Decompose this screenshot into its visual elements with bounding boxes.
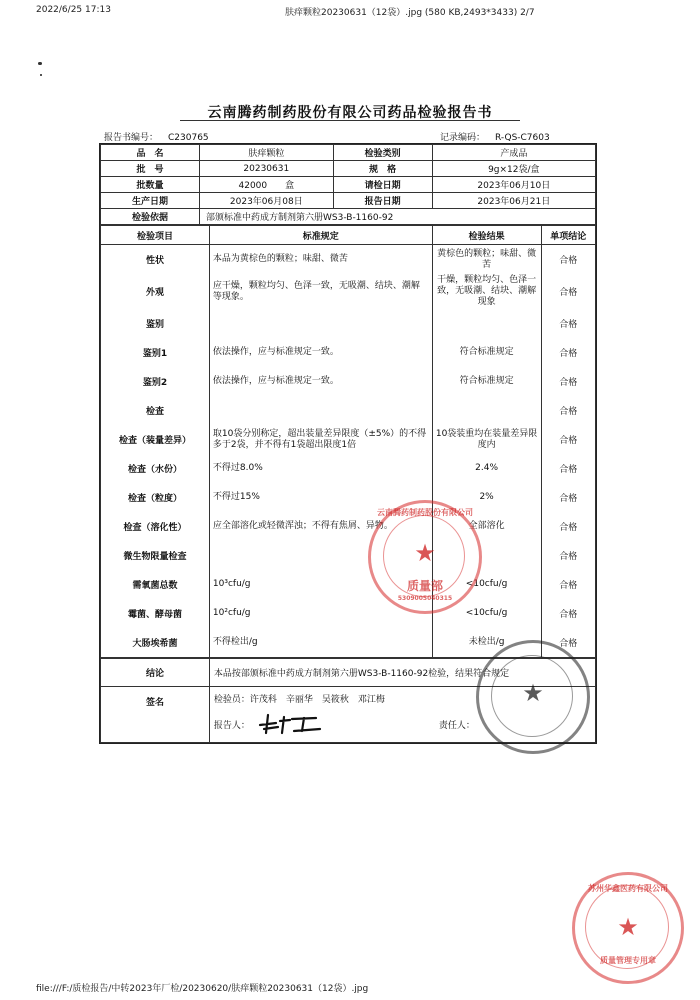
item-standard: 10³cfu/g: [209, 570, 432, 599]
item-row: [101, 512, 596, 541]
header-label: 检验类别: [333, 145, 432, 161]
header-row: [101, 145, 596, 161]
item-result: 符合标准规定: [432, 367, 541, 396]
header-label: 报告日期: [333, 193, 432, 209]
item-row: [101, 309, 596, 338]
item-standard: [209, 309, 432, 338]
item-result: 干燥，颗粒均匀、色泽一致，无吸潮、结块、潮解现象: [432, 274, 541, 309]
external-company: 苏州华鑫医药有限公司: [588, 884, 668, 893]
item-conclusion: 合格: [541, 454, 595, 483]
viewer-datetime: 2022/6/25 17:13: [36, 5, 111, 15]
header-value: 42000 盒: [200, 177, 334, 193]
header-value: 肤痒颗粒: [200, 145, 334, 161]
item-name: 检查: [101, 396, 210, 425]
signature-label: 签名: [101, 687, 210, 743]
item-standard: 本品为黄棕色的颗粒；味甜、微苦: [209, 245, 432, 275]
header-row: [101, 177, 596, 193]
scan-speck: [40, 74, 42, 76]
header-value: 2023年06月21日: [432, 193, 595, 209]
header-value: 2023年06月08日: [200, 193, 334, 209]
viewer-file-info: 肤痒颗粒20230631（12袋）.jpg (580 KB,2493*3433) 2/7: [285, 8, 535, 18]
col-standard: 标准规定: [209, 226, 432, 245]
reporter-signature: [254, 709, 324, 735]
inspectors-names: 许茂科 辛丽华 吴筱秋 邓江梅: [249, 695, 385, 705]
report-number: 报告书编号： C230765: [104, 133, 209, 143]
basis-label: 检验依据: [101, 209, 200, 225]
item-row: [101, 425, 596, 454]
item-standard: 不得检出/g: [209, 628, 432, 658]
viewer-header: [0, 0, 700, 20]
item-conclusion: 合格: [541, 541, 595, 570]
item-result: 黄棕色的颗粒；味甜、微苦: [432, 245, 541, 275]
item-standard: 不得过15%: [209, 483, 432, 512]
header-label: 请检日期: [333, 177, 432, 193]
scan-speck: [38, 62, 42, 65]
item-result: 10袋装重均在装量差异限度内: [432, 425, 541, 454]
item-conclusion: 合格: [541, 570, 595, 599]
item-name: 鉴别2: [101, 367, 210, 396]
item-name: 性状: [101, 245, 210, 275]
item-result: <10cfu/g: [432, 570, 541, 599]
item-conclusion: 合格: [541, 483, 595, 512]
header-row: [101, 193, 596, 209]
record-number: 记录编码： R-QS-C7603: [440, 133, 550, 143]
external-dept: 质量管理专用章: [600, 956, 656, 965]
item-row: [101, 454, 596, 483]
stamp-company: 云南腾药制药股份有限公司: [377, 508, 473, 517]
item-name: 检查（水份）: [101, 454, 210, 483]
stamp-code: 5309005040315: [397, 595, 453, 602]
item-standard: 10²cfu/g: [209, 599, 432, 628]
item-standard: 依法操作，应与标准规定一致。: [209, 367, 432, 396]
item-standard: 不得过8.0%: [209, 454, 432, 483]
item-conclusion: 合格: [541, 274, 595, 309]
responsible-label: 责任人：: [438, 721, 475, 731]
item-conclusion: 合格: [541, 367, 595, 396]
item-row: [101, 396, 596, 425]
item-name: 检查（粒度）: [101, 483, 210, 512]
item-row: [101, 274, 596, 309]
item-result: [432, 309, 541, 338]
item-row: [101, 541, 596, 570]
item-conclusion: 合格: [541, 599, 595, 628]
item-row: [101, 483, 596, 512]
item-conclusion: 合格: [541, 396, 595, 425]
item-row: [101, 570, 596, 599]
conclusion-label: 结论: [101, 659, 210, 687]
item-name: 检查（溶化性）: [101, 512, 210, 541]
item-conclusion: 合格: [541, 512, 595, 541]
header-row: [101, 161, 596, 177]
item-name: 微生物限量检查: [101, 541, 210, 570]
basis-value: 部颁标准中药成方制剂第六册WS3-B-1160-92: [200, 209, 596, 225]
item-row: [101, 338, 596, 367]
header-label: 批数量: [101, 177, 200, 193]
item-conclusion: 合格: [541, 245, 595, 275]
viewer-footer-path: file:///F:/质检报告/中转2023年厂检/20230620/肤痒颗粒20230631（12袋）.jpg: [36, 984, 369, 994]
item-result: <10cfu/g: [432, 599, 541, 628]
item-name: 外观: [101, 274, 210, 309]
col-item: 检验项目: [101, 226, 210, 245]
item-standard: 应全部溶化或轻微浑浊；不得有焦屑、异物。: [209, 512, 432, 541]
item-result: 2%: [432, 483, 541, 512]
item-name: 鉴别1: [101, 338, 210, 367]
company-seal-stamp: ★: [476, 640, 590, 754]
title-underline: [180, 120, 520, 121]
item-conclusion: 合格: [541, 309, 595, 338]
item-result: 全部溶化: [432, 512, 541, 541]
header-label: 生产日期: [101, 193, 200, 209]
quality-dept-stamp: ★ 云南腾药制药股份有限公司 质量部 5309005040315: [368, 500, 482, 614]
item-standard: 依法操作，应与标准规定一致。: [209, 338, 432, 367]
header-value: 9g×12袋/盒: [432, 161, 595, 177]
items-table: [100, 225, 596, 658]
item-row: [101, 245, 596, 275]
col-conclusion: 单项结论: [541, 226, 595, 245]
item-name: 鉴别: [101, 309, 210, 338]
col-result: 检验结果: [432, 226, 541, 245]
item-result: [432, 396, 541, 425]
external-qa-stamp: ★ 苏州华鑫医药有限公司 质量管理专用章: [572, 872, 684, 984]
item-row: [101, 599, 596, 628]
item-standard: 取10袋分别称定，超出装量差异限度（±5%）的不得多于2袋，并不得有1袋超出限度1倍: [209, 425, 432, 454]
header-label: 规 格: [333, 161, 432, 177]
header-value: 2023年06月10日: [432, 177, 595, 193]
stamp-dept: 质量部: [406, 579, 443, 593]
item-standard: [209, 396, 432, 425]
reporter-label: 报告人：: [213, 721, 250, 731]
item-standard: 应干燥，颗粒均匀、色泽一致，无吸潮、结块、潮解等现象。: [209, 274, 432, 309]
report-title: 云南腾药制药股份有限公司药品检验报告书: [207, 105, 493, 121]
header-value: 产成品: [432, 145, 595, 161]
item-name: 大肠埃希菌: [101, 628, 210, 658]
item-result: 2.4%: [432, 454, 541, 483]
header-label: 批 号: [101, 161, 200, 177]
item-result: 符合标准规定: [432, 338, 541, 367]
inspectors-label: 检验员：: [213, 695, 250, 705]
conclusion-text: 本品按部颁标准中药成方制剂第六册WS3-B-1160-92检验，结果符合规定: [209, 659, 595, 687]
item-name: 检查（装量差异）: [101, 425, 210, 454]
header-table: [100, 144, 596, 225]
header-label: 品 名: [101, 145, 200, 161]
item-name: 需氧菌总数: [101, 570, 210, 599]
item-row: [101, 367, 596, 396]
item-conclusion: 合格: [541, 338, 595, 367]
item-name: 霉菌、酵母菌: [101, 599, 210, 628]
item-result: 未检出/g: [432, 628, 541, 658]
item-conclusion: 合格: [541, 425, 595, 454]
item-conclusion: 合格: [541, 628, 595, 658]
header-value: 20230631: [200, 161, 334, 177]
